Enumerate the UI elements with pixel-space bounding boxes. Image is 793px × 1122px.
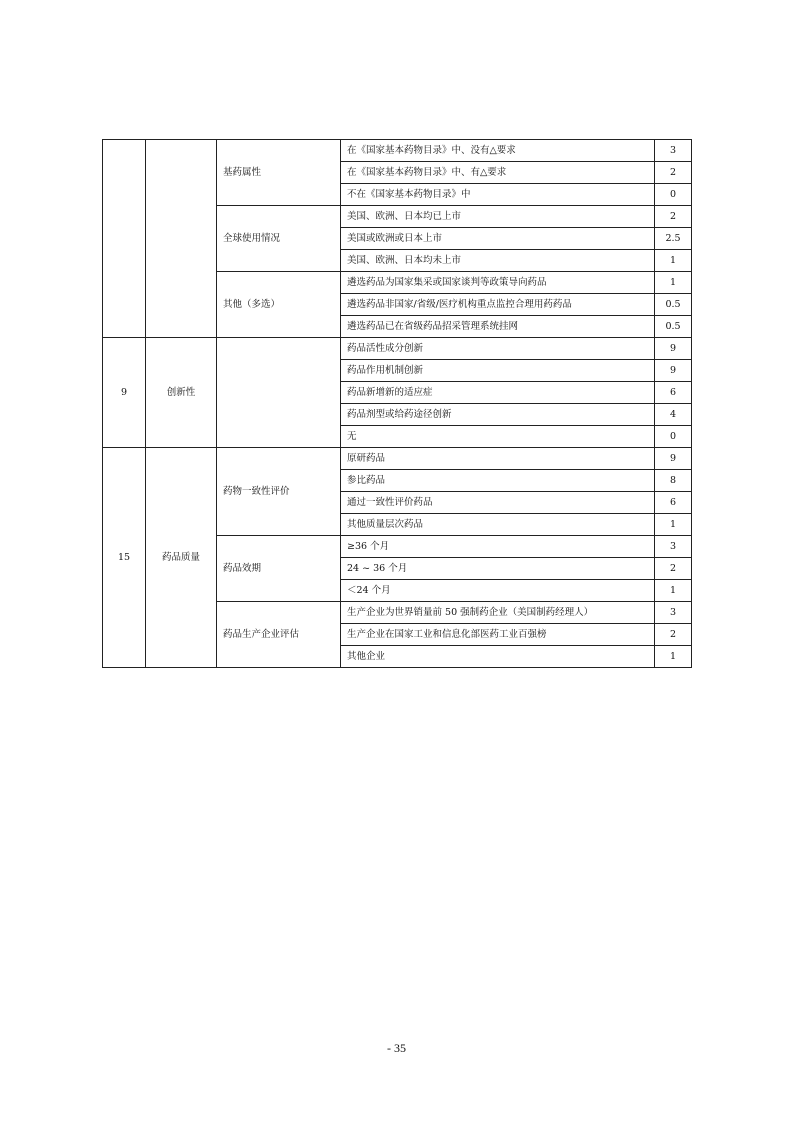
score-cell: 3	[655, 140, 692, 162]
score-cell: 4	[655, 404, 692, 426]
sub-dimension-cell: 药物一致性评价	[217, 448, 341, 536]
sub-dimension-cell: 其他（多选）	[217, 272, 341, 338]
criterion-cell: 美国、欧洲、日本均未上市	[341, 250, 655, 272]
criterion-cell: 药品活性成分创新	[341, 338, 655, 360]
score-cell: 3	[655, 536, 692, 558]
criterion-cell: 通过一致性评价药品	[341, 492, 655, 514]
criterion-cell: 生产企业在国家工业和信息化部医药工业百强榜	[341, 624, 655, 646]
criterion-cell: 美国、欧洲、日本均已上市	[341, 206, 655, 228]
score-cell: 0.5	[655, 294, 692, 316]
criterion-cell: 药品作用机制创新	[341, 360, 655, 382]
table-row	[103, 140, 692, 162]
score-cell: 1	[655, 514, 692, 536]
criterion-cell: 原研药品	[341, 448, 655, 470]
row-number-cell: 9	[103, 338, 146, 448]
score-cell: 0	[655, 184, 692, 206]
sub-dimension-cell: 全球使用情况	[217, 206, 341, 272]
criterion-cell: 参比药品	[341, 470, 655, 492]
criterion-cell: 24 ~ 36 个月	[341, 558, 655, 580]
criterion-cell: ＜24 个月	[341, 580, 655, 602]
score-cell: 2	[655, 624, 692, 646]
score-cell: 1	[655, 250, 692, 272]
score-cell: 2	[655, 162, 692, 184]
criterion-cell: 其他企业	[341, 646, 655, 668]
score-cell: 0	[655, 426, 692, 448]
dimension-cell: 药品质量	[146, 448, 217, 668]
criterion-cell: 生产企业为世界销量前 50 强制药企业（美国制药经理人）	[341, 602, 655, 624]
criterion-cell: 无	[341, 426, 655, 448]
score-cell: 9	[655, 448, 692, 470]
dimension-cell	[146, 140, 217, 338]
score-cell: 6	[655, 382, 692, 404]
table-row	[103, 338, 692, 360]
scoring-table	[102, 139, 692, 668]
row-number-cell	[103, 140, 146, 338]
criterion-cell: 不在《国家基本药物目录》中	[341, 184, 655, 206]
score-cell: 1	[655, 272, 692, 294]
criterion-cell: 遴选药品非国家/省级/医疗机构重点监控合理用药药品	[341, 294, 655, 316]
score-cell: 2	[655, 558, 692, 580]
page-number: - 35	[387, 1041, 406, 1055]
row-number-cell: 15	[103, 448, 146, 668]
table-row	[103, 448, 692, 470]
sub-dimension-cell: 药品生产企业评估	[217, 602, 341, 668]
criterion-cell: 药品剂型或给药途径创新	[341, 404, 655, 426]
criterion-cell: 在《国家基本药物目录》中、有△要求	[341, 162, 655, 184]
score-cell: 9	[655, 360, 692, 382]
sub-dimension-cell: 基药属性	[217, 140, 341, 206]
sub-dimension-cell: 药品效期	[217, 536, 341, 602]
score-cell: 6	[655, 492, 692, 514]
score-cell: 1	[655, 580, 692, 602]
score-cell: 0.5	[655, 316, 692, 338]
score-cell: 2.5	[655, 228, 692, 250]
criterion-cell: 其他质量层次药品	[341, 514, 655, 536]
criterion-cell: 美国或欧洲或日本上市	[341, 228, 655, 250]
score-cell: 1	[655, 646, 692, 668]
score-cell: 3	[655, 602, 692, 624]
dimension-cell: 创新性	[146, 338, 217, 448]
criterion-cell: 遴选药品已在省级药品招采管理系统挂网	[341, 316, 655, 338]
criterion-cell: 药品新增新的适应症	[341, 382, 655, 404]
score-cell: 2	[655, 206, 692, 228]
criterion-cell: 遴选药品为国家集采或国家谈判等政策导向药品	[341, 272, 655, 294]
criterion-cell: 在《国家基本药物目录》中、没有△要求	[341, 140, 655, 162]
score-cell: 9	[655, 338, 692, 360]
criterion-cell: ≥36 个月	[341, 536, 655, 558]
sub-dimension-cell	[217, 338, 341, 448]
score-cell: 8	[655, 470, 692, 492]
